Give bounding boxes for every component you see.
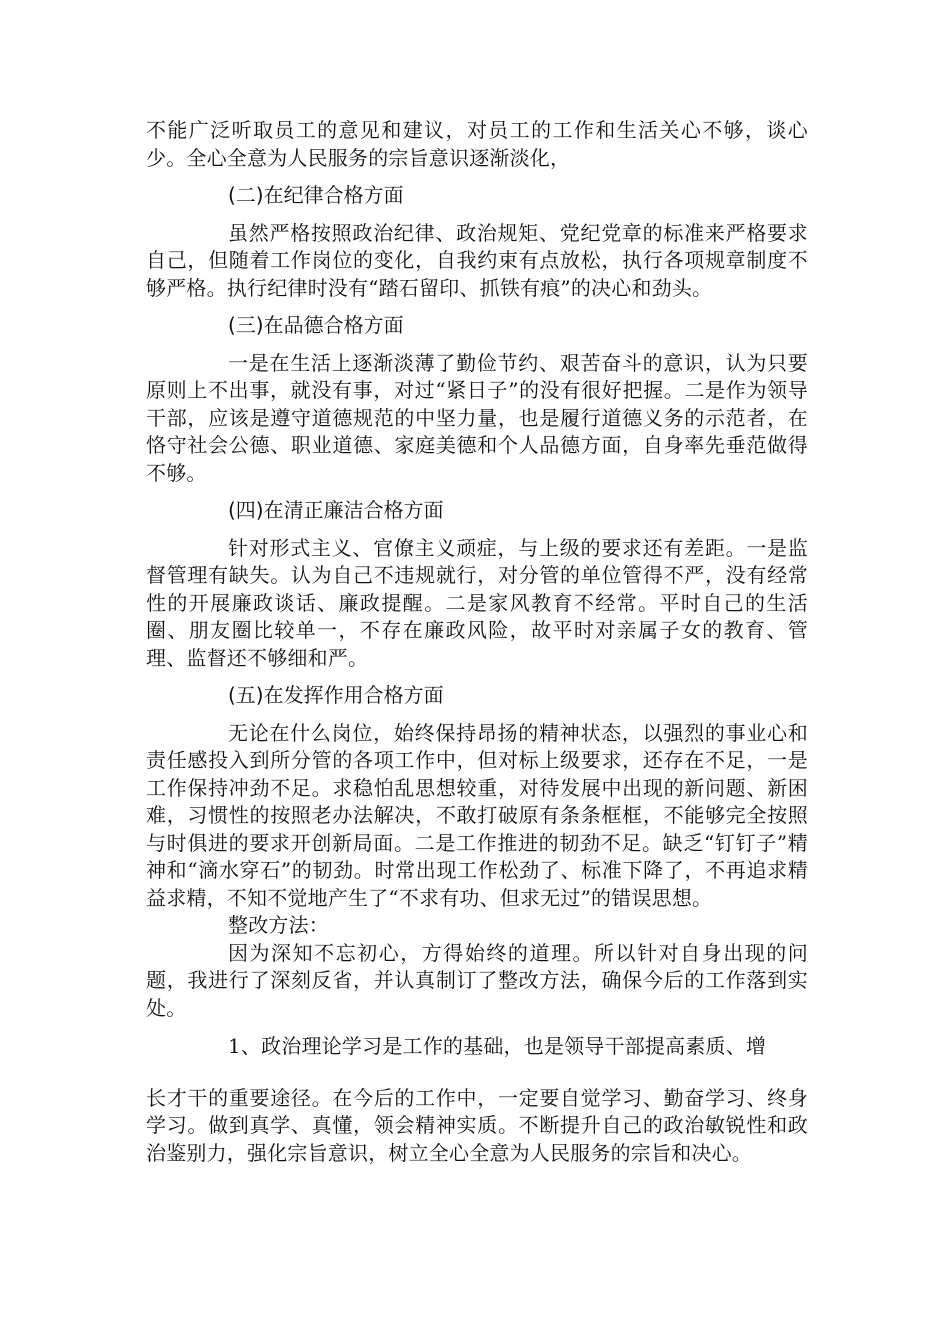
rectification-heading: 整改方法：: [228, 913, 329, 937]
paragraph-item-1-cont: 长才干的重要途径。在今后的工作中，一定要自觉学习、勤奋学习、终身学习。做到真学、真懂，领会精神实质。不断提升自己的政治敏锐性和政治鉴别力，强化宗旨意识，树立全心全意为人民服务的宗旨和决心。: [146, 1085, 808, 1165]
heading-integrity: (四)在清正廉洁合格方面: [228, 498, 444, 522]
heading-role: (五)在发挥作用合格方面: [228, 683, 444, 707]
paragraph-item-1-start: 1、政治理论学习是工作的基础，也是领导干部提高素质、增: [228, 1034, 767, 1058]
document-page: [146, 117, 808, 1167]
paragraph-role: 无论在什么岗位，始终保持昂扬的精神状态，以强烈的事业心和责任感投入到所分管的各项工作中，但对标上级要求，还存在不足，一是工作保持冲劲不足。求稳怕乱思想较重，对待发展中出现的新问题、新困难，习惯性的按照老办法解决，不敢打破原有条条框框，不能够完全按照与时俱进的要求开创新局面。二是工作推进的韧劲不足。缺乏“钉钉子”精神和“滴水穿石”的韧劲。时常出现工作松劲了、标准下降了，不再追求精益求精，不知不觉地产生了“不求有功、但求无过”的错误思想。: [146, 720, 808, 910]
paragraph-discipline: 虽然严格按照政治纪律、政治规矩、党纪党章的标准来严格要求自己，但随着工作岗位的变化，自我约束有点放松，执行各项规章制度不够严格。执行纪律时没有“踏石留印、抓铁有痕”的决心和劲头。: [146, 220, 808, 300]
paragraph-rectification-intro: 因为深知不忘初心，方得始终的道理。所以针对自身出现的问题，我进行了深刻反省，并认真制订了整改方法，确保今后的工作落到实处。: [146, 940, 808, 1020]
heading-discipline: (二)在纪律合格方面: [228, 183, 404, 207]
paragraph-intro: 不能广泛听取员工的意见和建议，对员工的工作和生活关心不够，谈心少。全心全意为人民服务的宗旨意识逐渐淡化，: [146, 118, 808, 170]
paragraph-morality: 一是在生活上逐渐淡薄了勤俭节约、艰苦奋斗的意识，认为只要原则上不出事，就没有事，对过“紧日子”的没有很好把握。二是作为领导干部，应该是遵守道德规范的中坚力量，也是履行道德义务的示范者，在恪守社会公德、职业道德、家庭美德和个人品德方面，自身率先垂范做得不够。: [146, 350, 808, 485]
paragraph-integrity: 针对形式主义、官僚主义顽症，与上级的要求还有差距。一是监督管理有缺失。认为自己不违规就行，对分管的单位管得不严，没有经常性的开展廉政谈话、廉政提醒。二是家风教育不经常。平时自己的生活圈、朋友圈比较单一，不存在廉政风险，故平时对亲属子女的教育、管理、监督还不够细和严。: [146, 535, 808, 670]
heading-morality: (三)在品德合格方面: [228, 313, 404, 337]
